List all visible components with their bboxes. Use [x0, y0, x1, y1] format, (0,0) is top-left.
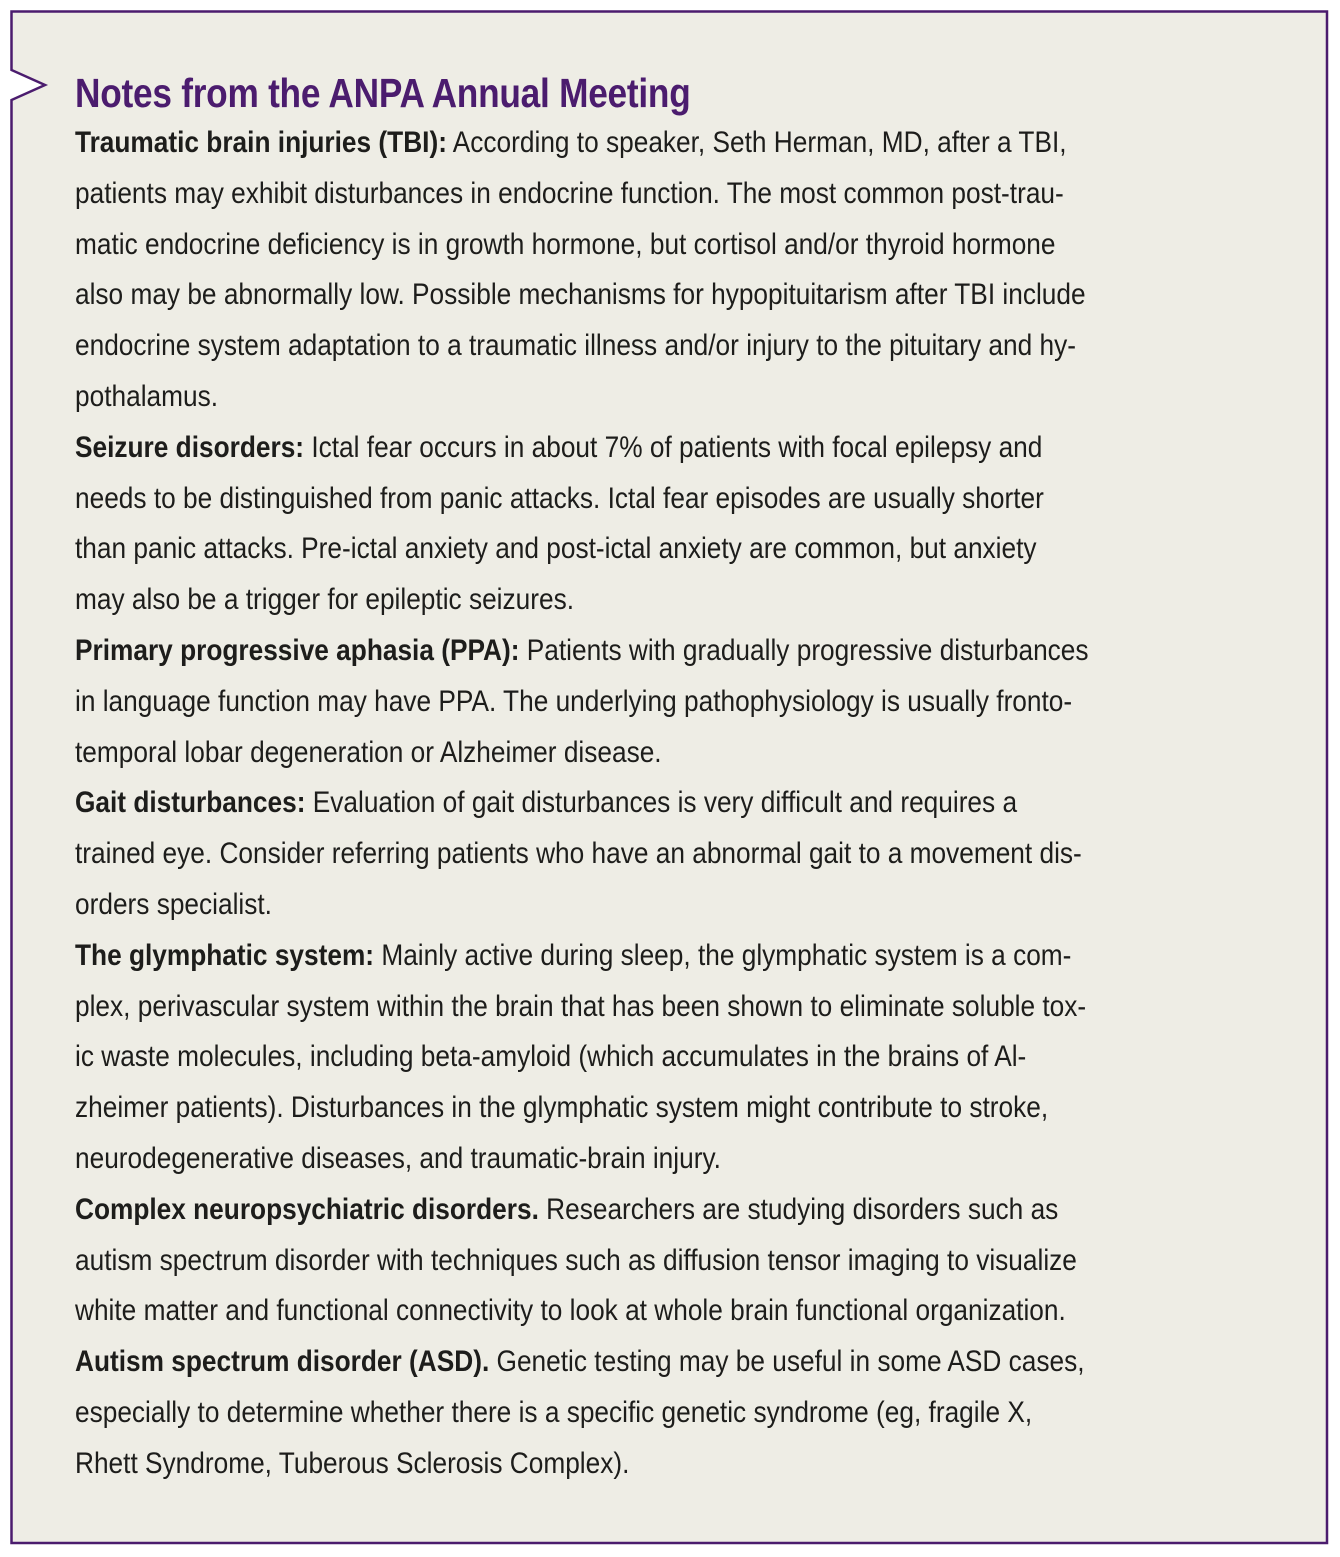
- text-line: [75, 1337, 1160, 1388]
- text-line: [75, 575, 1160, 626]
- text-line: [75, 1236, 1160, 1287]
- text-line: [75, 931, 1160, 982]
- text-line: [75, 626, 1160, 677]
- section-text: endocrine system adaptation to a traumatic illness and/or injury to the pituitary and hy-: [75, 329, 1076, 363]
- section-text: trained eye. Consider referring patients who have an abnormal gait to a movement dis-: [75, 837, 1082, 871]
- section-text: plex, perivascular system within the brain that has been shown to eliminate soluble tox-: [75, 989, 1087, 1023]
- text-line: [75, 677, 1160, 728]
- text-line: [75, 1388, 1160, 1439]
- text-line: [75, 474, 1160, 525]
- text-line: [75, 1286, 1160, 1337]
- section-text: According to speaker, Seth Herman, MD, after a TBI,: [446, 126, 1067, 159]
- section-text: Genetic testing may be useful in some ASD cases,: [489, 1345, 1085, 1379]
- section-text: also may be abnormally low. Possible mechanisms for hypopituitarism after TBI include: [75, 278, 1086, 312]
- text-line: [75, 423, 1160, 474]
- text-line: [75, 829, 1160, 880]
- section-text: than panic attacks. Pre-ictal anxiety and post-ictal anxiety are common, but anxiety: [75, 532, 1037, 566]
- section-heading: Primary progressive aphasia (PPA):: [75, 633, 520, 667]
- section-text: Evaluation of gait disturbances is very difficult and requires a: [305, 786, 1018, 820]
- section-text: Rhett Syndrome, Tuberous Sclerosis Complex).: [75, 1446, 630, 1480]
- section-text: orders specialist.: [75, 887, 272, 921]
- text-line: [75, 982, 1160, 1033]
- text-line: [75, 220, 1160, 271]
- section-3: [75, 778, 1315, 930]
- text-line: [75, 169, 1160, 220]
- section-0: [75, 118, 1315, 423]
- text-line: [75, 728, 1160, 779]
- section-text: white matter and functional connectivity to look at whole brain functional organization.: [75, 1294, 1066, 1328]
- text-line: [75, 880, 1160, 931]
- text-line: [75, 1134, 1160, 1185]
- text-line: [75, 524, 1160, 575]
- text-line: [75, 270, 1160, 321]
- section-1: [75, 423, 1315, 626]
- text-line: [75, 1185, 1160, 1236]
- section-5: [75, 1185, 1315, 1337]
- section-text: patients may exhibit disturbances in endocrine function. The most common post-trau-: [75, 176, 1064, 210]
- section-text: temporal lobar degeneration or Alzheimer disease.: [75, 735, 662, 769]
- section-6: [75, 1337, 1315, 1489]
- text-line: [75, 1032, 1160, 1083]
- section-text: especially to determine whether there is a specific genetic syndrome (eg, fragile X,: [75, 1395, 1033, 1429]
- section-heading: Autism spectrum disorder (ASD).: [75, 1345, 490, 1379]
- text-line: [75, 1083, 1160, 1134]
- section-heading: Gait disturbances:: [75, 786, 306, 820]
- section-text: Mainly active during sleep, the glymphatic system is a com-: [374, 938, 1072, 972]
- text-line: [75, 778, 1160, 829]
- section-heading: Complex neuropsychiatric disorders.: [75, 1192, 539, 1226]
- section-2: [75, 626, 1315, 778]
- section-4: [75, 931, 1315, 1185]
- section-text: pothalamus.: [75, 379, 219, 413]
- section-heading: The glymphatic system:: [75, 938, 375, 972]
- text-line: [75, 372, 1160, 423]
- sidebar-title: Notes from the ANPA Annual Meeting: [75, 70, 691, 116]
- section-text: neurodegenerative diseases, and traumatic-brain injury.: [75, 1141, 721, 1175]
- section-text: needs to be distinguished from panic attacks. Ictal fear episodes are usually shorter: [75, 481, 1044, 515]
- text-line: [75, 321, 1160, 372]
- section-text: zheimer patients). Disturbances in the glymphatic system might contribute to stroke,: [75, 1091, 1049, 1125]
- text-line: [75, 1439, 1160, 1490]
- section-text: Ictal fear occurs in about 7% of patients with focal epilepsy and: [304, 430, 1043, 464]
- section-text: may also be a trigger for epileptic seizures.: [75, 583, 574, 617]
- section-heading: Seizure disorders:: [75, 430, 305, 464]
- text-line: [75, 118, 1160, 169]
- sidebar-content: [75, 68, 1315, 1490]
- section-text: Patients with gradually progressive disturbances: [519, 633, 1089, 667]
- section-heading: Traumatic brain injuries (TBI):: [75, 126, 447, 159]
- section-text: in language function may have PPA. The underlying pathophysiology is usually fronto-: [75, 684, 1073, 718]
- section-text: ic waste molecules, including beta-amyloid (which accumulates in the brains of Al-: [75, 1040, 1027, 1074]
- section-text: matic endocrine deficiency is in growth hormone, but cortisol and/or thyroid hormone: [75, 227, 1056, 261]
- section-text: Researchers are studying disorders such as: [538, 1192, 1059, 1226]
- section-text: autism spectrum disorder with techniques such as diffusion tensor imaging to visualize: [75, 1243, 1077, 1277]
